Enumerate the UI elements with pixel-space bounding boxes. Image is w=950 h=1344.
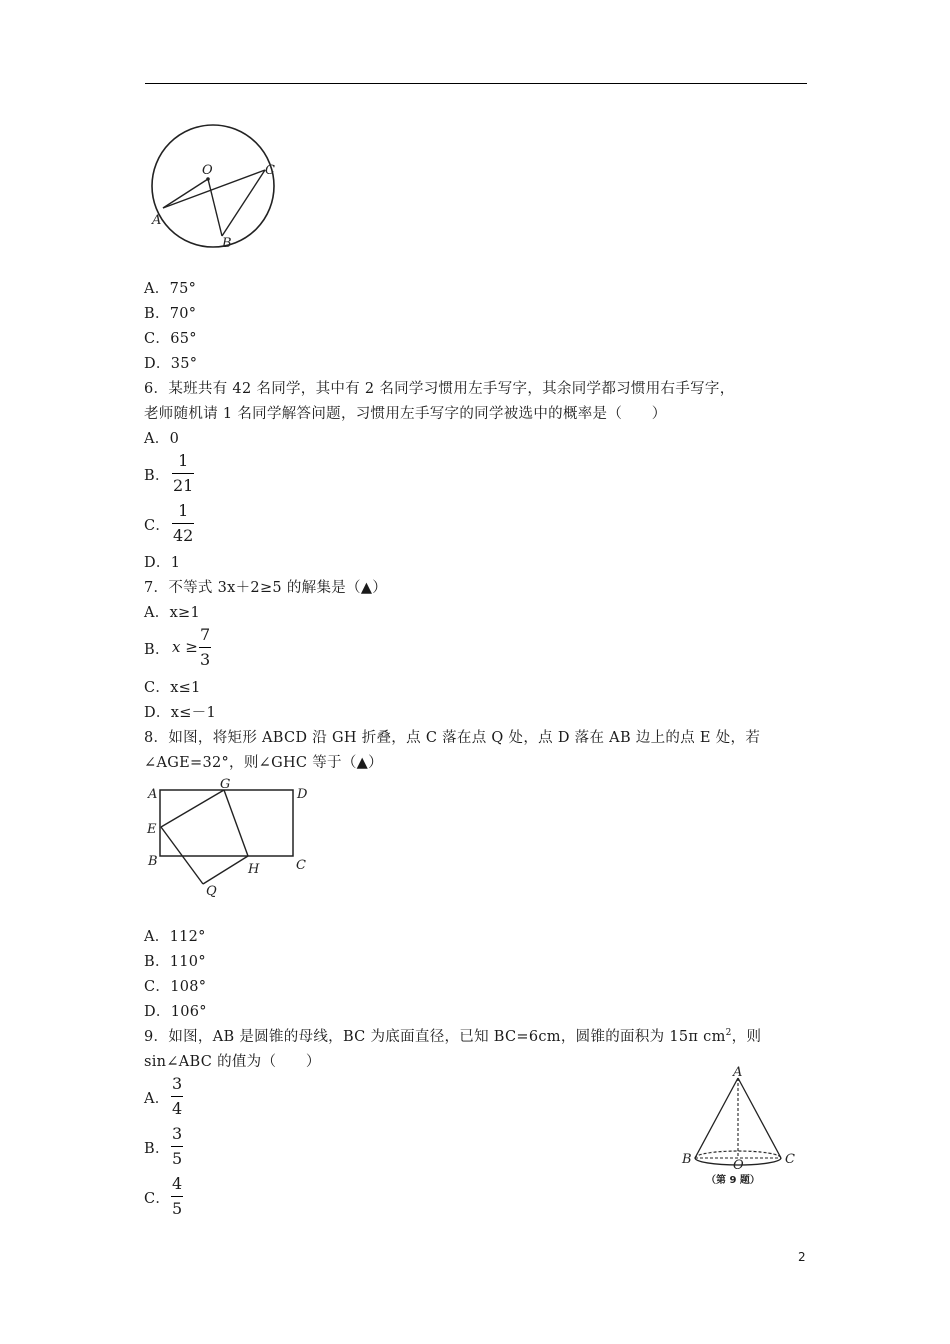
q8-label-b: B [148, 854, 158, 869]
q9-option-a-numerator: 3 [172, 1074, 183, 1093]
q5-label-o: O [202, 163, 213, 178]
q8-option-a: A．112° [144, 929, 206, 945]
q9-label-c: C [785, 1152, 795, 1167]
q9-stem-line1-tail: ，则 [731, 1029, 762, 1045]
q5-label-b: B [222, 236, 232, 251]
q9-option-b-denominator: 5 [172, 1149, 183, 1168]
q8-label-g: G [220, 778, 231, 792]
q6-option-c-denominator: 42 [173, 526, 194, 545]
q9-stem-line1-text: 9．如图，AB 是圆锥的母线，BC 为底面直径，已知 BC=6cm，圆锥的面积为 15π cm [144, 1029, 726, 1045]
q5-label-c: C [265, 163, 275, 178]
q8-option-b: B．110° [144, 954, 206, 970]
q6-option-b-numerator: 1 [178, 451, 189, 470]
q8-label-q: Q [206, 884, 217, 899]
q8-label-a: A [148, 787, 158, 802]
q5-label-a: A [152, 213, 162, 228]
q6-option-b-prefix: B． [144, 468, 170, 484]
q9-option-c-denominator: 5 [172, 1199, 183, 1218]
q6-option-c-numerator: 1 [178, 501, 189, 520]
q6-option-c-fraction [172, 502, 194, 545]
q7-option-b-denominator: 3 [200, 650, 211, 669]
q9-label-o: O [733, 1158, 744, 1173]
q9-stem-line2: sin∠ABC 的值为（ ） [144, 1054, 321, 1070]
q9-figure-caption: （第 9 题） [706, 1175, 760, 1186]
q8-label-c: C [296, 858, 306, 873]
q8-label-e: E [147, 822, 157, 837]
q8-option-c: C．108° [144, 979, 207, 995]
q9-option-c-fraction [171, 1175, 183, 1218]
q6-stem-line1: 6．某班共有 42 名同学，其中有 2 名同学习惯用左手写字，其余同学都习惯用右手写字， [144, 381, 735, 397]
q8-stem-line1: 8．如图，将矩形 ABCD 沿 GH 折叠，点 C 落在点 Q 处，点 D 落在 AB 边上的点 E 处，若 [144, 730, 761, 746]
q9-option-b-prefix: B． [144, 1141, 170, 1157]
q8-rectangle-fold-figure [144, 778, 319, 902]
q8-label-h: H [248, 862, 260, 877]
q8-option-d: D．106° [144, 1004, 207, 1020]
q9-option-c-numerator: 4 [172, 1174, 183, 1193]
page-number: 2 [798, 1250, 806, 1264]
q9-option-b-numerator: 3 [172, 1124, 183, 1143]
q6-option-b-fraction [172, 452, 194, 495]
q5-option-a: A．75° [144, 281, 197, 297]
q9-option-a-fraction [171, 1075, 183, 1118]
q9-label-b: B [682, 1152, 692, 1167]
q9-option-a-denominator: 4 [172, 1099, 183, 1118]
q7-option-b-fraction [199, 626, 211, 669]
q7-option-c: C．x≤1 [144, 680, 201, 696]
q7-option-d: D．x≤－1 [144, 705, 216, 721]
q5-circle-figure [146, 122, 286, 252]
q6-option-a: A．0 [144, 431, 180, 447]
q9-stem-line1 [144, 1025, 761, 1046]
header-rule [145, 83, 807, 84]
q5-option-c: C．65° [144, 331, 197, 347]
q6-option-b-denominator: 21 [173, 476, 194, 495]
q6-option-d: D．1 [144, 555, 181, 571]
q9-option-c-prefix: C． [144, 1191, 171, 1207]
q8-stem-line2: ∠AGE=32°，则∠GHC 等于（▲） [144, 755, 383, 771]
q6-option-c-prefix: C． [144, 518, 171, 534]
q9-option-b-fraction [171, 1125, 183, 1168]
q9-option-a-prefix: A． [144, 1091, 170, 1107]
q9-cone-figure [678, 1066, 803, 1188]
q7-stem: 7．不等式 3x＋2≥5 的解集是（▲） [144, 580, 388, 596]
q7-option-a: A．x≥1 [144, 605, 201, 621]
q5-option-d: D．35° [144, 356, 198, 372]
q9-label-a: A [733, 1066, 743, 1080]
q5-option-b: B．70° [144, 306, 197, 322]
q7-option-b-numerator: 7 [200, 625, 211, 644]
q7-option-b-prefix: B． [144, 642, 170, 658]
q8-label-d: D [297, 787, 308, 802]
q7-option-b-variable: x ≥ [172, 638, 198, 656]
q9-stem-line1-sup: 2 [725, 1028, 732, 1039]
q6-stem-line2: 老师随机请 1 名同学解答问题，习惯用左手写字的同学被选中的概率是（ ） [144, 406, 667, 422]
